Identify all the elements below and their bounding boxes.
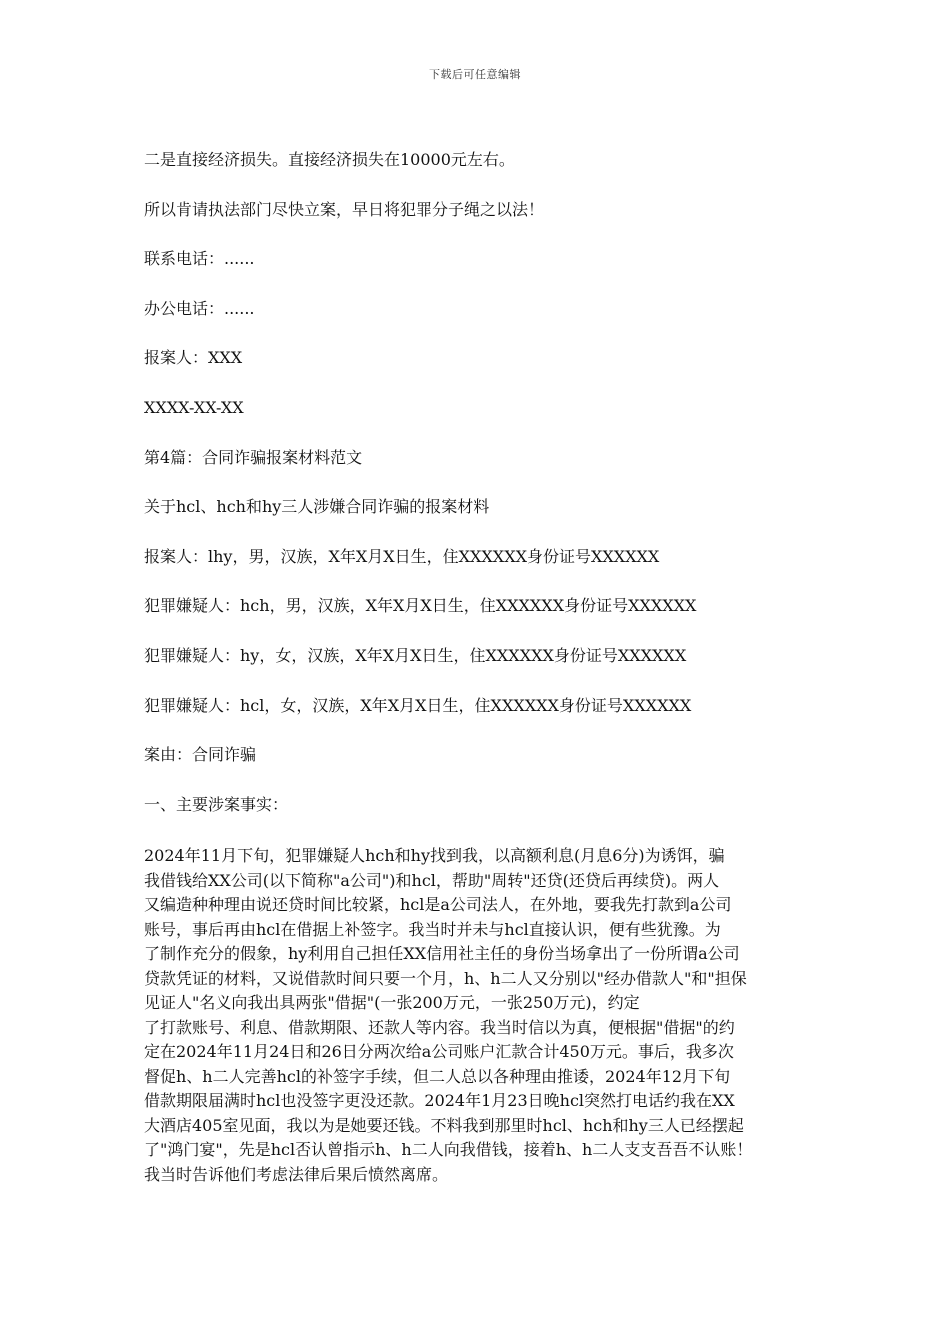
paragraph-request: 所以肯请执法部门尽快立案，早日将犯罪分子绳之以法！ — [144, 199, 545, 219]
body-line: 我当时告诉他们考虑法律后果后愤然离席。 — [144, 1164, 449, 1184]
paragraph-suspect-hcl: 犯罪嫌疑人：hcl，女，汉族，X年X月X日生，住XXXXXX身份证号XXXXXX — [144, 695, 692, 715]
paragraph-facts-heading: 一、主要涉案事实： — [144, 794, 289, 814]
paragraph-reporter: 报案人：XXX — [144, 348, 243, 368]
facts-body — [144, 844, 824, 1187]
body-line: 大酒店405室见面，我以为是她要还钱。不料我到那里时hcl、hch和hy三人已经摆起 — [144, 1115, 744, 1135]
paragraph-case-cause: 案由：合同诈骗 — [144, 745, 257, 765]
paragraph-date: XXXX-XX-XX — [144, 397, 244, 417]
body-line: 见证人"名义向我出具两张"借据"(一张200万元，一张250万元)，约定 — [144, 993, 640, 1013]
paragraph-economic-loss: 二是直接经济损失。直接经济损失在10000元左右。 — [144, 150, 515, 169]
body-line: 了打款账号、利息、借款期限、还款人等内容。我当时信以为真，便根据"借据"的约 — [144, 1017, 735, 1037]
paragraph-suspect-hy: 犯罪嫌疑人：hy，女，汉族，X年X月X日生，住XXXXXX身份证号XXXXXX — [144, 645, 687, 665]
body-line: 督促h、h二人完善hcl的补签字手续，但二人总以各种理由推诿，2024年12月下旬 — [144, 1066, 731, 1086]
body-line: 账号，事后再由hcl在借据上补签字。我当时并未与hcl直接认识，便有些犹豫。为 — [144, 919, 721, 939]
paragraph-office-phone: 办公电话：...... — [144, 298, 255, 318]
paragraph-contact-phone: 联系电话：...... — [144, 249, 255, 269]
body-line: 借款期限届满时hcl也没签字更没还款。2024年1月23日晚hcl突然打电话约我在XX — [144, 1091, 735, 1111]
body-line: 了制作充分的假象，hy利用自己担任XX信用社主任的身份当场拿出了一份所谓a公司 — [144, 944, 740, 964]
paragraph-reporter-info: 报案人：lhy，男，汉族，X年X月X日生，住XXXXXX身份证号XXXXXX — [144, 546, 660, 566]
document-body — [144, 150, 824, 1187]
body-line: 我借钱给XX公司(以下简称"a公司")和hcl，帮助"周转"还贷(还贷后再续贷)。两人 — [144, 870, 720, 890]
body-line: 又编造种种理由说还贷时间比较紧，hcl是a公司法人，在外地，要我先打款到a公司 — [144, 895, 732, 915]
body-line: 2024年11月下旬，犯罪嫌疑人hch和hy找到我，以高额利息(月息6分)为诱饵，骗 — [144, 846, 725, 866]
document-title: 关于hcl、hch和hy三人涉嫌合同诈骗的报案材料 — [144, 497, 490, 517]
paragraph-suspect-hch: 犯罪嫌疑人：hch，男，汉族，X年X月X日生，住XXXXXX身份证号XXXXXX — [144, 596, 697, 616]
section-heading: 第4篇：合同诈骗报案材料范文 — [144, 447, 363, 467]
body-line: 贷款凭证的材料，又说借款时间只要一个月，h、h二人又分别以"经办借款人"和"担保 — [144, 968, 747, 988]
body-line: 了"鸿门宴"，先是hcl否认曾指示h、h二人向我借钱，接着h、h二人支支吾吾不认账！ — [144, 1140, 753, 1160]
body-line: 定在2024年11月24日和26日分两次给a公司账户汇款合计450万元。事后，我多次 — [144, 1042, 734, 1062]
page-header: 下载后可任意编辑 — [429, 68, 521, 81]
